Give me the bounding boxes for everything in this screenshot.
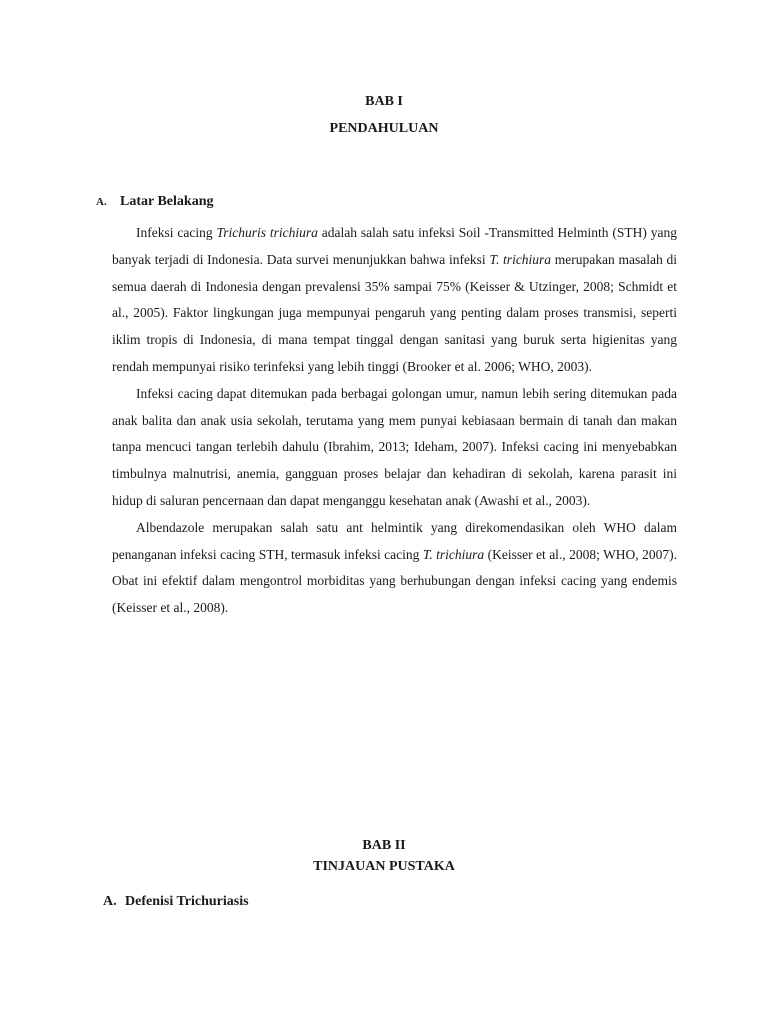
section-a-heading	[96, 194, 213, 210]
text-run: adalah salah satu infeksi Soil -Transmitted Helminth (STH) yang banyak terjadi di Indonesia. Data survei menunjukkan bahwa infeksi	[112, 225, 677, 267]
text-run: Infeksi cacing dapat ditemukan pada berbagai golongan umur, namun lebih sering ditemukan pada anak balita dan anak usia sekolah, terutama yang mem punyai kebiasaan bermain di tanah dan makan tanpa mencuci tangan terlebih dahulu (Ibrahim, 2013; Ideham, 2007). Infeksi cacing ini menyebabkan timbulnya malnutrisi, anemia, gangguan proses belajar dan kehadiran di sekolah, karena parasit ini hidup di saluran pencernaan dan dapat menganggu kesehatan anak (Awashi et al., 2003).	[112, 385, 677, 508]
text-run: Infeksi cacing	[136, 225, 217, 240]
section-a-title: Latar Belakang	[120, 194, 214, 209]
paragraph-1	[112, 220, 677, 381]
italic-term: T. trichiura	[422, 546, 485, 562]
chapter-2-label: BAB II	[362, 838, 406, 853]
italic-term: T. trichiura	[489, 251, 552, 267]
section-2a-letter: A.	[103, 894, 117, 909]
chapter-1-title: PENDAHULUAN	[329, 121, 439, 136]
text-run: merupakan masalah di semua daerah di Indonesia dengan prevalensi 35% sampai 75% (Keisser & Utzinger, 2008; Schmidt et al., 2005). Faktor lingkungan juga mempunyai pengaruh yang penting dalam proses transmisi, seperti iklim tropis di Indonesia, di mana tempat tinggal dengan sanitasi yang buruk serta higienitas yang rendah mempunyai risiko terinfeksi yang lebih tinggi (Brooker et al. 2006; WHO, 2003).	[112, 251, 677, 374]
section-a-letter: A.	[96, 196, 107, 208]
section-2a-title: Defenisi Trichuriasis	[125, 894, 249, 909]
text-run: Albendazole merupakan salah satu ant helmintik yang direkomendasikan oleh WHO dalam penanganan infeksi cacing STH, termasuk infeksi cacing	[112, 519, 677, 562]
chapter-2-title: TINJAUAN PUSTAKA	[313, 859, 455, 874]
section-2a-heading	[103, 894, 249, 910]
paragraph-2	[112, 381, 677, 515]
chapter-1-body	[112, 220, 677, 622]
italic-term: Trichuris trichiura	[216, 225, 318, 240]
paragraph-3	[112, 515, 677, 622]
text-run: (Keisser et al., 2008; WHO, 2007). Obat ini efektif dalam mengontrol morbiditas yang berhubungan dengan infeksi cacing yang endemis (Keisser et al., 2008).	[112, 546, 677, 616]
chapter-1-label: BAB I	[365, 94, 403, 109]
